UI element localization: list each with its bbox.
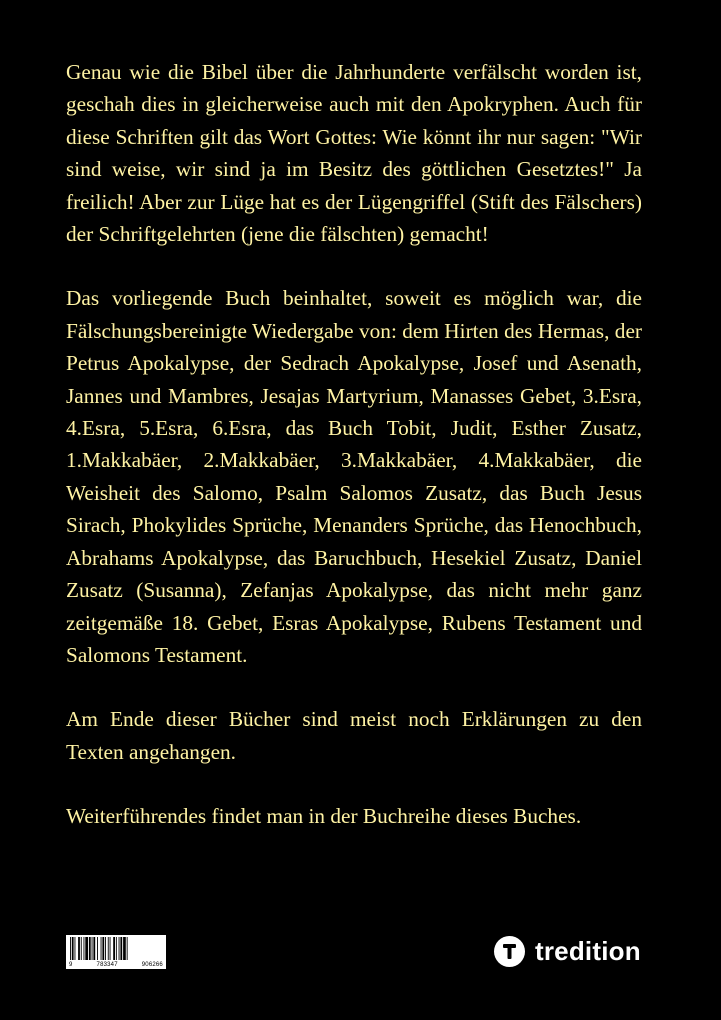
publisher-name: tredition <box>535 935 641 966</box>
barcode-digits <box>66 962 166 968</box>
barcode-digit-prefix: 9 <box>69 962 73 968</box>
isbn-barcode <box>66 935 166 969</box>
barcode-digit-group-1: 783347 <box>96 962 118 968</box>
tredition-logo-icon <box>494 936 525 967</box>
paragraph-contents: Das vorliegende Buch beinhaltet, soweit es möglich war, die Fälschungsbereinigte Wiedergabe von: dem Hirten des Hermas, der Petrus Apokalypse, der Sedrach Apokalypse, Josef und Asenath, Jannes und Mambres, Jesajas Martyrium, Manasses Gebet, 3.Esra, 4.Esra, 5.Esra, 6.Esra, das Buch Tobit, Judit, Esther Zusatz, 1.Makkabäer, 2.Makkabäer, 3.Makkabäer, 4.Makkabäer, die Weisheit des Salomo, Psalm Salomos Zusatz, das Buch Jesus Sirach, Phokylides Sprüche, Menanders Sprüche, das Henochbuch, Abrahams Apokalypse, das Baruchbuch, Hesekiel Zusatz, Daniel Zusatz (Susanna), Zefanjas Apokalypse, das nicht mehr ganz zeitgemäße 18. Gebet, Esras Apokalypse, Rubens Testament und Salomons Testament. <box>66 286 642 667</box>
paragraph-intro: Genau wie die Bibel über die Jahrhunderte verfälscht worden ist, geschah dies in gleicherweise auch mit den Apokryphen. Auch für diese Schriften gilt das Wort Gottes: Wie könnt ihr nur sagen: "Wir sind weise, wir sind ja im Besitz des göttlichen Gesetztes!" Ja freilich! Aber zur Lüge hat es der Lügengriffel (Stift des Fälschers) der Schriftgelehrten (jene die fälschten) gemacht! <box>66 60 642 247</box>
publisher-logo <box>494 934 641 968</box>
barcode-digit-group-2: 906266 <box>141 962 163 968</box>
barcode-bars <box>66 935 166 962</box>
paragraph-explanations: Am Ende dieser Bücher sind meist noch Erklärungen zu den Texten angehangen. <box>66 707 642 764</box>
paragraph-further: Weiterführendes findet man in der Buchreihe dieses Buches. <box>66 804 582 829</box>
back-cover-text <box>66 56 642 833</box>
